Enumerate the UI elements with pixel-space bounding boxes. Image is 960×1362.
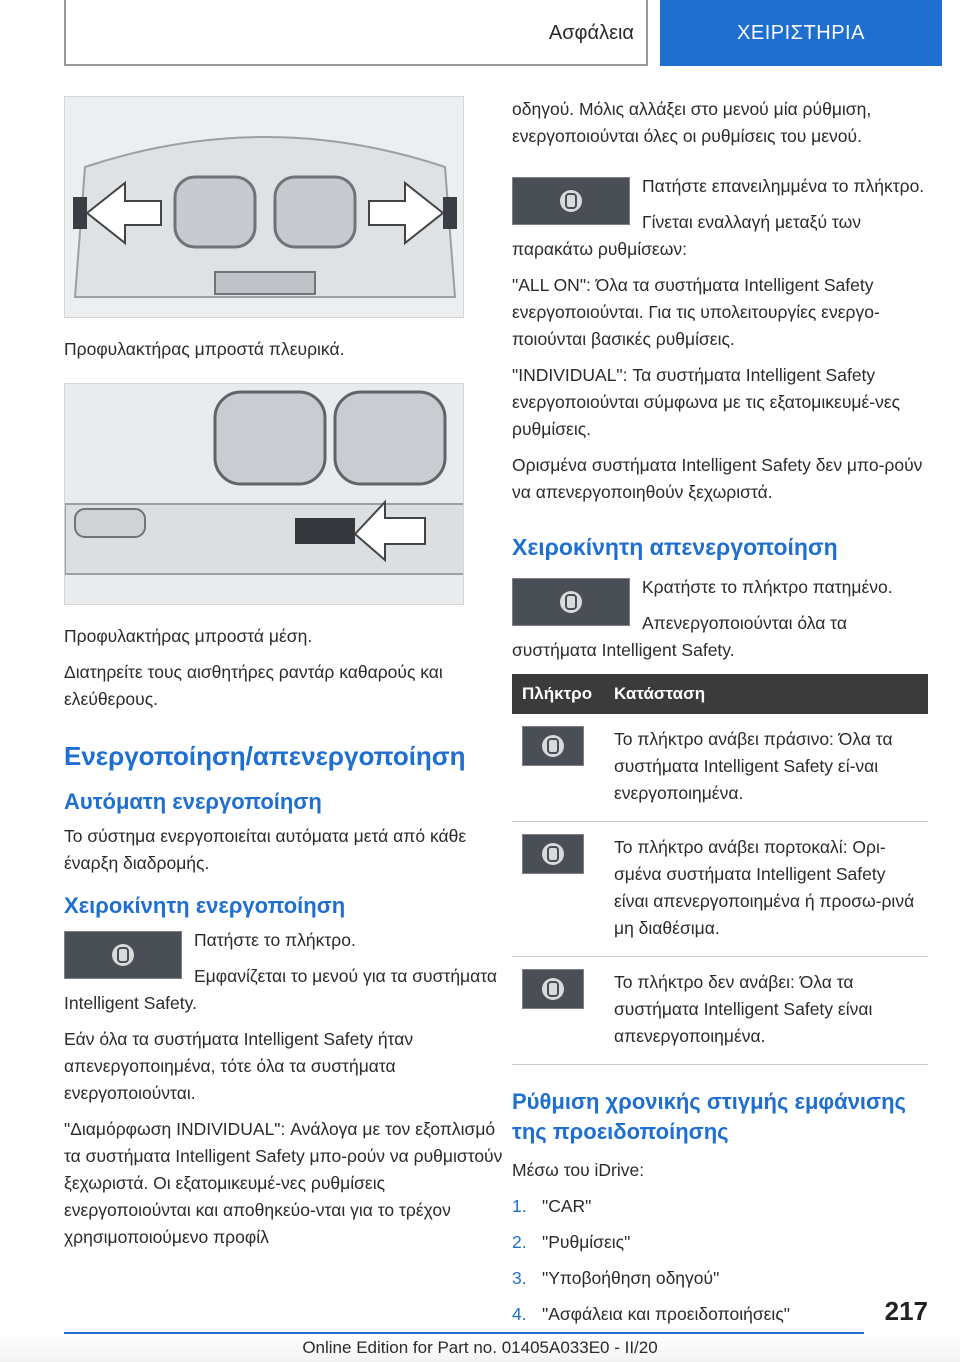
caption-side: Προφυλακτήρας μπροστά πλευρικά.	[64, 339, 345, 359]
deactivated-text: Απενεργοποιούνται όλα τα συστήματα Intelligent Safety.	[512, 613, 847, 660]
table-row	[512, 957, 928, 1065]
continued-text: οδηγού. Μόλις αλλάξει στο μενού μία ρύθμιση, ενεργοποιούνται όλες οι ρυθμίσεις του μενού.	[512, 99, 872, 146]
list-item: 1. "CAR"	[512, 1196, 592, 1216]
page-number: 217	[884, 1296, 928, 1326]
heading-manual-deactivation: Χειροκίνητη απενεργοποίηση	[512, 534, 838, 560]
section-title: Ασφάλεια	[548, 21, 634, 44]
list-item: 3. "Υποβοήθηση οδηγού"	[512, 1268, 720, 1288]
idrive-steps-list	[512, 1193, 928, 1328]
intelligent-safety-icon	[112, 944, 134, 966]
intelligent-safety-button	[512, 177, 630, 225]
individual-config-text: "Διαμόρφωση INDIVIDUAL": Ανάλογα με τον εξοπλισμό τα συστήματα Intelligent Safety μπο-ρούν να ρυθμιστούν ξεχωριστά. Οι εξατομικευμέ-νες ρυθμίσεις ενεργοποιούνται και αποθηκεύο-νται για το τρέχον χρησιμοποιούμενο προφίλ	[64, 1119, 503, 1247]
all-on-text: "ALL ON": Όλα τα συστήματα Intelligent Safety ενεργοποιούνται. Για τις υπολειτουργίες ενεργο-ποιούνται βασικές ρυθμίσεις.	[512, 275, 880, 349]
toggle-text: Γίνεται εναλλαγή μεταξύ των παρακάτω ρυθμίσεων:	[512, 212, 861, 259]
heading-activation: Ενεργοποίηση/απενεργοποίηση	[64, 741, 466, 771]
heading-warning-time: Ρύθμιση χρονικής στιγμής εμφάνισης της προειδοποίησης	[512, 1089, 906, 1144]
chapter-title: ΧΕΙΡΙΣΤΗΡΙΑ	[660, 0, 942, 66]
caption-center: Προφυλακτήρας μπροστά μέση.	[64, 626, 313, 646]
right-column	[512, 96, 928, 1337]
list-item: 2. "Ρυθμίσεις"	[512, 1232, 631, 1252]
intelligent-safety-icon	[560, 591, 582, 613]
keep-clean-text: Διατηρείτε τους αισθητήρες ραντάρ καθαρούς και ελεύθερους.	[64, 662, 443, 709]
intelligent-safety-button	[64, 931, 182, 979]
press-key-text: Πατήστε το πλήκτρο.	[194, 930, 356, 950]
footer-edition: Online Edition for Part no. 01405A033E0 - II/20	[0, 1334, 960, 1362]
intelligent-safety-icon	[542, 843, 564, 865]
intelligent-safety-icon	[542, 978, 564, 1000]
bumper-side-photo	[64, 96, 464, 318]
press-repeat-text: Πατήστε επανειλημμένα το πλήκτρο.	[642, 176, 925, 196]
cannot-disable-text: Ορισμένα συστήματα Intelligent Safety δεν μπο-ρούν να απενεργοποιηθούν ξεχωριστά.	[512, 455, 923, 502]
table-header-status: Κατάσταση	[604, 674, 928, 714]
intelligent-safety-button	[512, 578, 630, 626]
left-column	[64, 96, 512, 1251]
heading-manual-activation: Χειροκίνητη ενεργοποίηση	[64, 893, 346, 918]
via-idrive-text: Μέσω του iDrive:	[512, 1160, 645, 1180]
table-header-key: Πλήκτρο	[512, 674, 604, 714]
status-off-text: Το πλήκτρο δεν ανάβει: Όλα τα συστήματα Intelligent Safety είναι απενεργοποιημένα.	[604, 957, 928, 1065]
all-off-text: Εάν όλα τα συστήματα Intelligent Safety ήταν απενεργοποιημένα, τότε όλα τα συστήματα ενεργοποιούνται.	[64, 1029, 414, 1103]
table-row	[512, 822, 928, 957]
intelligent-safety-icon	[542, 735, 564, 757]
status-orange-text: Το πλήκτρο ανάβει πορτοκαλί: Ορι-σμένα συστήματα Intelligent Safety είναι απενεργοποιημένα ή προσω-ρινά μη διαθέσιμα.	[604, 822, 928, 957]
table-row	[512, 714, 928, 822]
page-header	[0, 0, 960, 66]
hold-key-text: Κρατήστε το πλήκτρο πατημένο.	[642, 577, 893, 597]
auto-activation-text: Το σύστημα ενεργοποιείται αυτόματα μετά από κάθε έναρξη διαδρομής.	[64, 826, 467, 873]
intelligent-safety-button	[522, 726, 584, 766]
status-green-text: Το πλήκτρο ανάβει πράσινο: Όλα τα συστήματα Intelligent Safety εί-ναι ενεργοποιημένα.	[604, 714, 928, 822]
menu-shown-text: Εμφανίζεται το μενού για τα συστήματα Intelligent Safety.	[64, 966, 498, 1013]
individual-text: "INDIVIDUAL": Τα συστήματα Intelligent Safety ενεργοποιούνται σύμφωνα με τις εξατομικευμέ-νες ρυθμίσεις.	[512, 365, 901, 439]
bumper-center-photo	[64, 383, 464, 605]
intelligent-safety-button	[522, 969, 584, 1009]
intelligent-safety-icon	[560, 190, 582, 212]
intelligent-safety-button	[522, 834, 584, 874]
button-status-table	[512, 674, 928, 1065]
list-item: 4. "Ασφάλεια και προειδοποιήσεις"	[512, 1304, 790, 1324]
heading-auto-activation: Αυτόματη ενεργοποίηση	[64, 789, 322, 814]
